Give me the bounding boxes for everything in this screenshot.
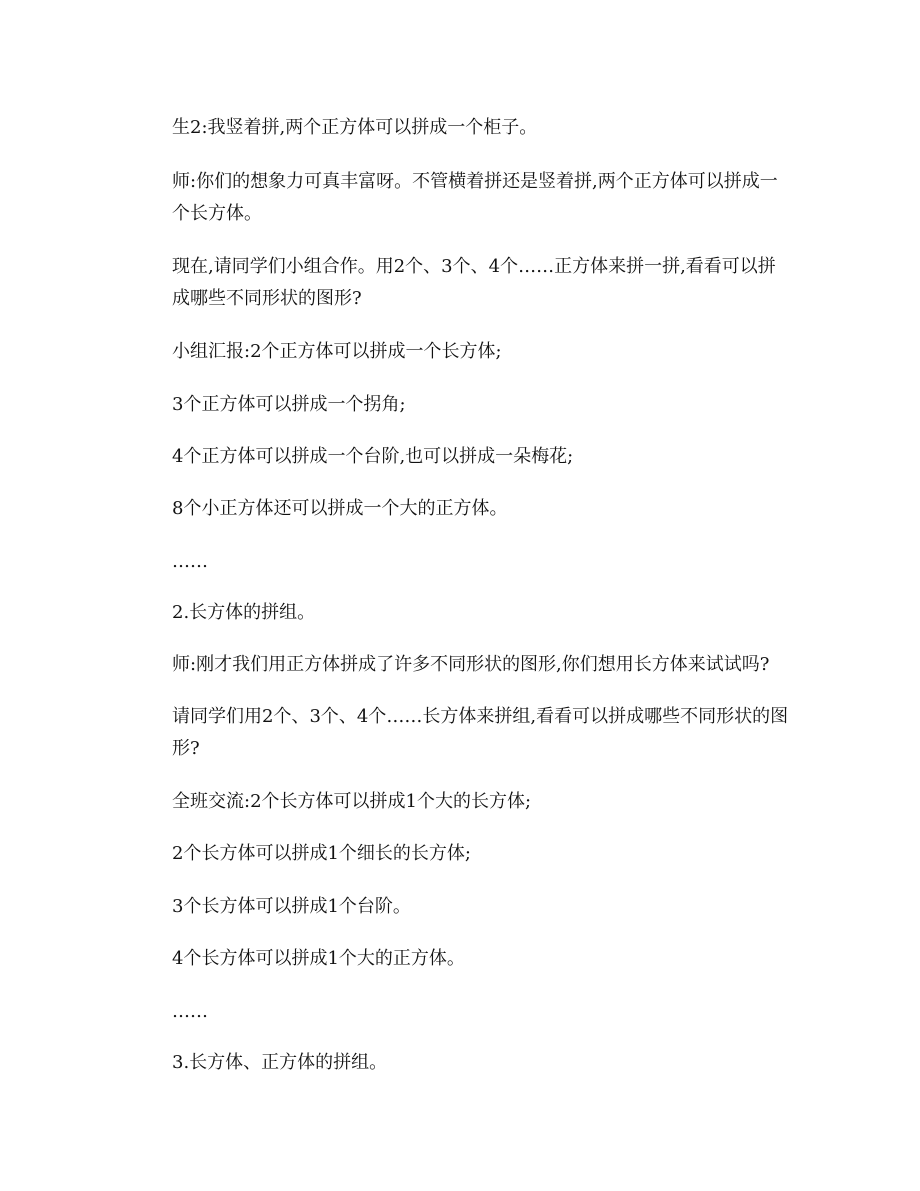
section-heading-mixed-assembly: 3.长方体、正方体的拼组。 <box>172 1052 388 1073</box>
section-heading-cuboid-assembly: 2.长方体的拼组。 <box>172 602 316 623</box>
paragraph-cuboid-cube: 4个长方体可以拼成1个大的正方体。 <box>172 948 465 969</box>
paragraph-ellipsis-1: …… <box>172 551 208 572</box>
paragraph-cuboid-task: 请同学们用2个、3个、4个……长方体来拼组,看看可以拼成哪些不同形状的图形? <box>172 706 789 759</box>
paragraph-four-cubes: 4个正方体可以拼成一个台阶,也可以拼成一朵梅花; <box>172 446 574 467</box>
paragraph-cuboid-steps: 3个长方体可以拼成1个台阶。 <box>172 896 411 917</box>
paragraph-group-report: 小组汇报:2个正方体可以拼成一个长方体; <box>172 341 502 362</box>
paragraph-teacher-cuboid: 师:刚才我们用正方体拼成了许多不同形状的图形,你们想用长方体来试试吗? <box>172 654 770 675</box>
paragraph-teacher-imagination: 师:你们的想象力可真丰富呀。不管横着拼还是竖着拼,两个正方体可以拼成一个长方体。 <box>172 171 778 224</box>
paragraph-class-exchange: 全班交流:2个长方体可以拼成1个大的长方体; <box>172 791 532 812</box>
paragraph-group-task: 现在,请同学们小组合作。用2个、3个、4个……正方体来拼一拼,看看可以拼成哪些不同形状的图形? <box>172 256 776 309</box>
paragraph-student2: 生2:我竖着拼,两个正方体可以拼成一个柜子。 <box>172 117 538 138</box>
paragraph-slender-cuboid: 2个长方体可以拼成1个细长的长方体; <box>172 843 471 864</box>
paragraph-ellipsis-2: …… <box>172 1001 208 1022</box>
paragraph-three-cubes: 3个正方体可以拼成一个拐角; <box>172 394 406 415</box>
paragraph-eight-cubes: 8个小正方体还可以拼成一个大的正方体。 <box>172 498 508 519</box>
